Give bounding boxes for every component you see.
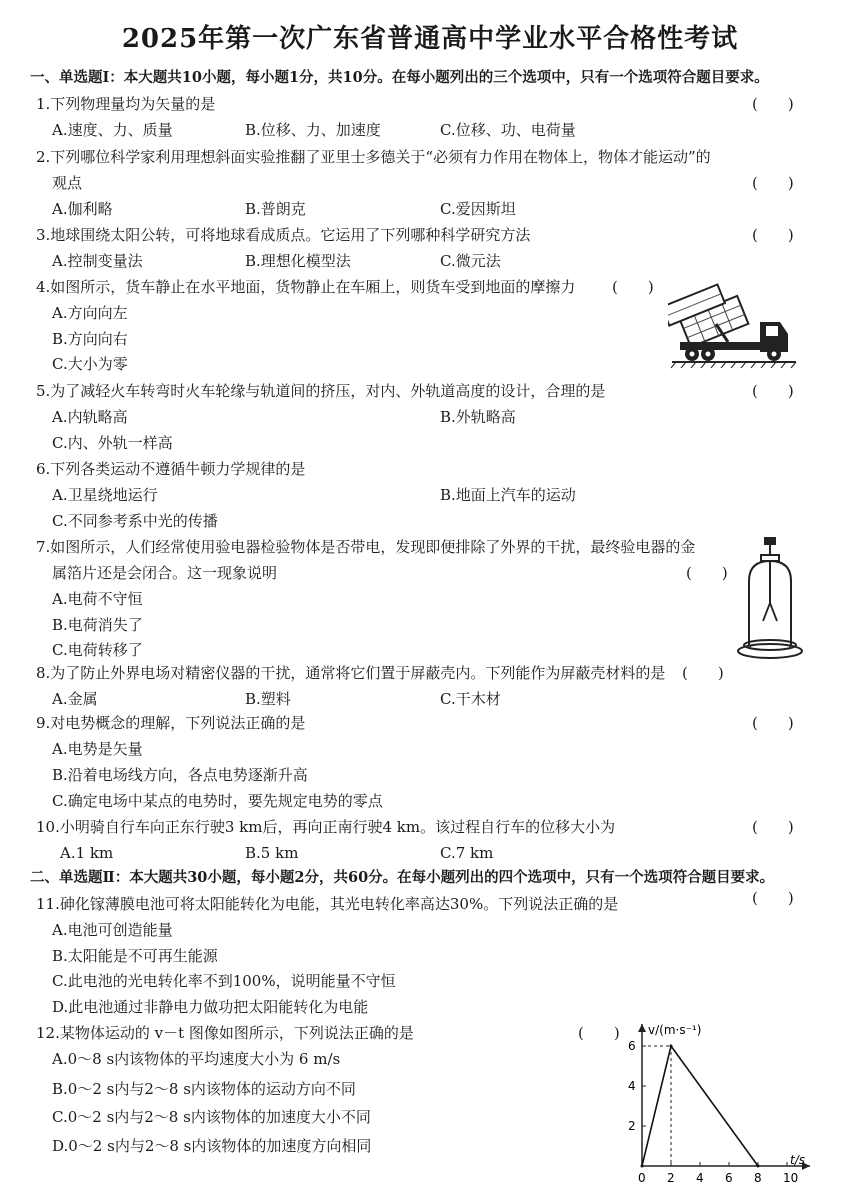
q2-answer-blank[interactable]: ( ) [752, 174, 794, 192]
q7-option-b[interactable]: B.电荷消失了 [52, 616, 143, 634]
q10-answer-blank[interactable]: ( ) [752, 818, 794, 836]
x-tick-label: 10 [783, 1171, 799, 1185]
q12-option-d[interactable]: D.0～2 s内与2～8 s内该物体的加速度方向相同 [52, 1137, 372, 1155]
q2-option-b[interactable]: B.普朗克 [245, 200, 306, 218]
data-point [641, 1165, 644, 1168]
q7-option-c[interactable]: C.电荷转移了 [52, 641, 143, 659]
q1-option-b[interactable]: B.位移、力、加速度 [245, 121, 381, 139]
q8-option-a[interactable]: A.金属 [52, 690, 98, 708]
origin-label: 0 [638, 1171, 646, 1185]
q3-option-b[interactable]: B.理想化模型法 [245, 252, 351, 270]
q7-option-a[interactable]: A.电荷不守恒 [52, 590, 143, 608]
q2-option-a[interactable]: A.伽利略 [52, 200, 113, 218]
y-tick-label: 6 [628, 1039, 636, 1053]
q9-answer-blank[interactable]: ( ) [752, 714, 794, 732]
q4-stem: 4.如图所示，货车静止在水平地面，货物静止在车厢上，则货车受到地面的摩擦力 [36, 278, 576, 296]
q2-option-c[interactable]: C.爱因斯坦 [440, 200, 516, 218]
y-axis-arrow [638, 1024, 646, 1032]
q11-answer-blank[interactable]: ( ) [752, 889, 794, 907]
q7-stem-line1: 7.如图所示，人们经常使用验电器检验物体是否带电，发现即便排除了外界的干扰，最终验电器的金 [36, 538, 696, 556]
q11-option-c[interactable]: C.此电池的光电转化率不到100%，说明能量不守恒 [52, 972, 396, 990]
x-tick-label: 2 [667, 1171, 675, 1185]
q11-stem: 11.砷化镓薄膜电池可将太阳能转化为电能，其光电转化率高达30%。下列说法正确的是 [36, 895, 619, 913]
q11-option-b[interactable]: B.太阳能是不可再生能源 [52, 947, 218, 965]
q3-stem: 3.地球围绕太阳公转，可将地球看成质点。它运用了下列哪种科学研究方法 [36, 226, 531, 244]
q11-option-a[interactable]: A.电池可创造能量 [52, 921, 173, 939]
v-t-graph [620, 1016, 820, 1192]
q10-stem: 10.小明骑自行车向正东行驶3 km后，再向正南行驶4 km。该过程自行车的位移大小为 [36, 818, 616, 836]
q8-answer-blank[interactable]: ( ) [682, 664, 724, 682]
dump-truck-figure [668, 272, 800, 376]
q5-option-b[interactable]: B.外轨略高 [440, 408, 516, 426]
q4-option-a[interactable]: A.方向向左 [52, 304, 128, 322]
q1-option-c[interactable]: C.位移、功、电荷量 [440, 121, 576, 139]
y-tick-label: 2 [628, 1119, 636, 1133]
data-point [757, 1165, 760, 1168]
q5-answer-blank[interactable]: ( ) [752, 382, 794, 400]
q3-answer-blank[interactable]: ( ) [752, 226, 794, 244]
q12-stem: 12.某物体运动的 v－t 图像如图所示，下列说法正确的是 [36, 1024, 414, 1042]
q8-stem: 8.为了防止外界电场对精密仪器的干扰，通常将它们置于屏蔽壳内。下列能作为屏蔽壳材料的是 [36, 664, 666, 682]
q5-option-c[interactable]: C.内、外轨一样高 [52, 434, 173, 452]
q11-option-d[interactable]: D.此电池通过非静电力做功把太阳能转化为电能 [52, 998, 369, 1016]
q10-option-c[interactable]: C.7 km [440, 844, 494, 862]
x-axis-label: t/s [790, 1153, 805, 1167]
x-tick-label: 6 [725, 1171, 733, 1185]
electroscope-figure [735, 533, 805, 665]
exam-title: 2025年第一次广东省普通高中学业水平合格性考试 [121, 24, 739, 54]
x-tick-label: 4 [696, 1171, 704, 1185]
q12-option-b[interactable]: B.0～2 s内与2～8 s内该物体的运动方向不同 [52, 1080, 356, 1098]
q12-option-a[interactable]: A.0～8 s内该物体的平均速度大小为 6 m/s [52, 1050, 341, 1068]
q3-option-a[interactable]: A.控制变量法 [52, 252, 143, 270]
q1-option-a[interactable]: A.速度、力、质量 [52, 121, 173, 139]
q6-option-c[interactable]: C.不同参考系中光的传播 [52, 512, 218, 530]
q2-stem-line2: 观点 [52, 174, 83, 192]
q9-option-b[interactable]: B.沿着电场线方向，各点电势逐渐升高 [52, 766, 308, 784]
q12-answer-blank[interactable]: ( ) [578, 1024, 620, 1042]
q8-option-b[interactable]: B.塑料 [245, 690, 291, 708]
velocity-line [642, 1046, 758, 1166]
q1-answer-blank[interactable]: ( ) [752, 95, 794, 113]
y-tick-label: 4 [628, 1079, 636, 1093]
q6-stem: 6.下列各类运动不遵循牛顿力学规律的是 [36, 460, 306, 478]
section-1-header: 一、单选题Ⅰ：本大题共10小题，每小题1分，共10分。在每小题列出的三个选项中，只有一个选项符合题目要求。 [30, 69, 769, 86]
q4-option-c[interactable]: C.大小为零 [52, 355, 128, 373]
q3-option-c[interactable]: C.微元法 [440, 252, 501, 270]
data-point [670, 1045, 673, 1048]
x-tick-label: 8 [754, 1171, 762, 1185]
q6-option-a[interactable]: A.卫星绕地运行 [52, 486, 158, 504]
q9-stem: 9.对电势概念的理解，下列说法正确的是 [36, 714, 306, 732]
q5-option-a[interactable]: A.内轨略高 [52, 408, 128, 426]
q4-answer-blank[interactable]: ( ) [612, 278, 654, 296]
q12-option-c[interactable]: C.0～2 s内与2～8 s内该物体的加速度大小不同 [52, 1108, 371, 1126]
q6-option-b[interactable]: B.地面上汽车的运动 [440, 486, 576, 504]
y-axis-label: v/(m·s⁻¹) [648, 1023, 702, 1037]
q7-answer-blank[interactable]: ( ) [686, 564, 728, 582]
section-2-header: 二、单选题Ⅱ：本大题共30小题，每小题2分，共60分。在每小题列出的四个选项中，只有一个选项符合题目要求。 [30, 869, 775, 886]
q10-option-b[interactable]: B.5 km [245, 844, 299, 862]
q8-option-c[interactable]: C.干木材 [440, 690, 501, 708]
q5-stem: 5.为了减轻火车转弯时火车轮缘与轨道间的挤压，对内、外轨道高度的设计，合理的是 [36, 382, 606, 400]
q4-option-b[interactable]: B.方向向右 [52, 330, 128, 348]
q10-option-a[interactable]: A.1 km [60, 844, 114, 862]
q9-option-a[interactable]: A.电势是矢量 [52, 740, 143, 758]
q7-stem-line2: 属箔片还是会闭合。这一现象说明 [52, 564, 278, 582]
q1-stem: 1.下列物理量均为矢量的是 [36, 95, 216, 113]
q9-option-c[interactable]: C.确定电场中某点的电势时，要先规定电势的零点 [52, 792, 383, 810]
q2-stem-line1: 2.下列哪位科学家利用理想斜面实验推翻了亚里士多德关于“必须有力作用在物体上，物体才能运动”的 [36, 148, 711, 166]
